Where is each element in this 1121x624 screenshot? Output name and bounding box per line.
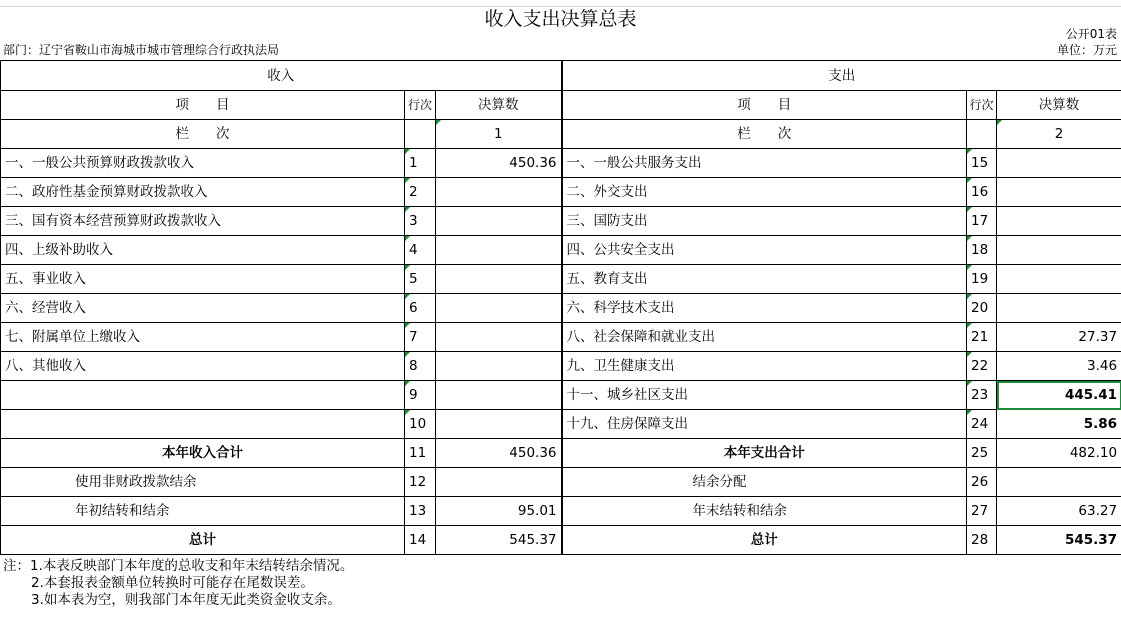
income-row-no-cell[interactable]: 12 — [405, 468, 436, 497]
year-income-total-label[interactable]: 本年收入合计 — [1, 439, 405, 468]
note-line: 注：1.本表反映部门本年度的总收支和年末结转结余情况。 — [3, 558, 354, 574]
income-item-cell[interactable] — [1, 381, 405, 410]
expense-amount-cell[interactable]: 27.37 — [997, 323, 1121, 352]
expense-amount-cell-selected[interactable]: 445.41 — [997, 381, 1121, 410]
ending-balance-value[interactable]: 63.27 — [997, 497, 1121, 526]
department-label: 部门：辽宁省鞍山市海城市城市管理综合行政执法局 — [3, 43, 280, 57]
income-row-no-cell[interactable]: 5 — [405, 265, 436, 294]
table-row — [1, 207, 1121, 236]
expense-row-no-header[interactable]: 行次 — [967, 91, 997, 120]
expense-header[interactable]: 支出 — [562, 61, 1121, 91]
header-row-section — [1, 61, 1121, 91]
expense-amount-cell[interactable]: 5.86 — [997, 410, 1121, 439]
income-column-index[interactable]: 1 — [436, 120, 562, 149]
income-item-cell[interactable]: 五、事业收入 — [1, 265, 405, 294]
table-row — [1, 265, 1121, 294]
table-row — [1, 410, 1121, 439]
income-row-no-cell[interactable]: 13 — [405, 497, 436, 526]
expense-row-no-cell[interactable]: 26 — [967, 468, 997, 497]
beginning-balance-label[interactable]: 年初结转和结余 — [1, 497, 405, 526]
year-expense-total-label[interactable]: 本年支出合计 — [562, 439, 967, 468]
sheet-top-strip — [0, 0, 1121, 7]
balance-row — [1, 468, 1121, 497]
income-amount-cell[interactable]: 450.36 — [436, 149, 562, 178]
expense-amount-cell[interactable] — [997, 265, 1121, 294]
expense-row-no-cell[interactable]: 15 — [967, 149, 997, 178]
page-title: 收入支出决算总表 — [484, 8, 637, 30]
expense-item-cell[interactable]: 四、公共安全支出 — [562, 236, 967, 265]
carryover-row — [1, 497, 1121, 526]
expense-item-cell[interactable]: 一、一般公共服务支出 — [562, 149, 967, 178]
expense-row-no-cell[interactable]: 18 — [967, 236, 997, 265]
year-total-row — [1, 439, 1121, 468]
unit-label: 单位：万元 — [1056, 43, 1117, 57]
income-row-no-cell[interactable]: 11 — [405, 439, 436, 468]
expense-item-cell[interactable]: 八、社会保障和就业支出 — [562, 323, 967, 352]
year-income-total-value[interactable]: 450.36 — [436, 439, 562, 468]
expense-amount-cell[interactable] — [997, 178, 1121, 207]
beginning-balance-value[interactable]: 95.01 — [436, 497, 562, 526]
year-expense-total-value[interactable]: 482.10 — [997, 439, 1121, 468]
income-grand-total-value[interactable]: 545.37 — [436, 526, 562, 555]
income-row-no-cell[interactable]: 6 — [405, 294, 436, 323]
note-line: 3.如本表为空，则我部门本年度无此类资金收支余。 — [31, 592, 341, 608]
column-index-row — [1, 120, 1121, 149]
expense-grand-total-value[interactable]: 545.37 — [997, 526, 1121, 555]
income-row-no-cell[interactable]: 2 — [405, 178, 436, 207]
expense-row-no-cell[interactable]: 28 — [967, 526, 997, 555]
expense-amount-cell[interactable] — [997, 236, 1121, 265]
expense-amount-cell[interactable] — [997, 149, 1121, 178]
income-expense-table — [0, 60, 1121, 555]
income-amount-cell[interactable] — [436, 381, 562, 410]
expense-column-no-cell[interactable] — [967, 120, 997, 149]
table-row — [1, 323, 1121, 352]
income-amount-cell[interactable] — [436, 410, 562, 439]
expense-row-no-cell[interactable]: 19 — [967, 265, 997, 294]
notes-block — [3, 558, 353, 609]
expense-item-cell[interactable]: 二、外交支出 — [562, 178, 967, 207]
income-amount-cell[interactable] — [436, 352, 562, 381]
expense-item-cell[interactable]: 九、卫生健康支出 — [562, 352, 967, 381]
form-code: 公开01表 — [1065, 27, 1117, 41]
expense-row-no-cell[interactable]: 22 — [967, 352, 997, 381]
income-item-cell[interactable]: 二、政府性基金预算财政拨款收入 — [1, 178, 405, 207]
expense-amount-cell[interactable]: 3.46 — [997, 352, 1121, 381]
header-row-columns — [1, 91, 1121, 120]
income-column-no-cell[interactable] — [405, 120, 436, 149]
expense-row-no-cell[interactable]: 27 — [967, 497, 997, 526]
income-row-no-cell[interactable]: 7 — [405, 323, 436, 352]
income-amount-header[interactable]: 决算数 — [436, 91, 562, 120]
expense-row-no-cell[interactable]: 24 — [967, 410, 997, 439]
income-item-cell[interactable]: 四、上级补助收入 — [1, 236, 405, 265]
note-line: 2.本套报表金额单位转换时可能存在尾数误差。 — [31, 575, 314, 591]
expense-row-no-cell[interactable]: 21 — [967, 323, 997, 352]
expense-column-label[interactable]: 栏 次 — [562, 120, 967, 149]
income-row-no-cell[interactable]: 9 — [405, 381, 436, 410]
income-amount-cell[interactable] — [436, 207, 562, 236]
expense-amount-header[interactable]: 决算数 — [997, 91, 1121, 120]
expense-amount-cell[interactable] — [997, 294, 1121, 323]
income-item-header[interactable]: 项 目 — [1, 91, 405, 120]
expense-item-cell[interactable]: 十一、城乡社区支出 — [562, 381, 967, 410]
income-amount-cell[interactable] — [436, 294, 562, 323]
income-row-no-cell[interactable]: 14 — [405, 526, 436, 555]
table-row — [1, 294, 1121, 323]
income-item-cell[interactable]: 一、一般公共预算财政拨款收入 — [1, 149, 405, 178]
income-amount-cell[interactable] — [436, 236, 562, 265]
expense-amount-cell[interactable] — [997, 207, 1121, 236]
income-row-no-cell[interactable]: 10 — [405, 410, 436, 439]
income-amount-cell[interactable] — [436, 323, 562, 352]
expense-row-no-cell[interactable]: 23 — [967, 381, 997, 410]
expense-row-no-cell[interactable]: 20 — [967, 294, 997, 323]
nonfiscal-balance-value[interactable] — [436, 468, 562, 497]
income-header[interactable]: 收入 — [1, 61, 562, 91]
table-row — [1, 352, 1121, 381]
income-column-label[interactable]: 栏 次 — [1, 120, 405, 149]
expense-column-index[interactable]: 2 — [997, 120, 1121, 149]
income-item-cell[interactable]: 七、附属单位上缴收入 — [1, 323, 405, 352]
table-row — [1, 178, 1121, 207]
table-row — [1, 236, 1121, 265]
expense-row-no-cell[interactable]: 17 — [967, 207, 997, 236]
expense-row-no-cell[interactable]: 16 — [967, 178, 997, 207]
expense-grand-total-label[interactable]: 总计 — [562, 526, 967, 555]
income-grand-total-label[interactable]: 总计 — [1, 526, 405, 555]
table-row — [1, 149, 1121, 178]
income-item-cell[interactable]: 三、国有资本经营预算财政拨款收入 — [1, 207, 405, 236]
expense-item-cell[interactable]: 三、国防支出 — [562, 207, 967, 236]
ending-balance-label[interactable]: 年末结转和结余 — [562, 497, 967, 526]
expense-item-cell[interactable]: 六、科学技术支出 — [562, 294, 967, 323]
income-row-no-cell[interactable]: 3 — [405, 207, 436, 236]
expense-item-cell[interactable]: 十九、住房保障支出 — [562, 410, 967, 439]
grand-total-row — [1, 526, 1121, 555]
distribution-value[interactable] — [997, 468, 1121, 497]
income-item-cell[interactable] — [1, 410, 405, 439]
income-row-no-cell[interactable]: 4 — [405, 236, 436, 265]
income-item-cell[interactable]: 八、其他收入 — [1, 352, 405, 381]
table-row — [1, 381, 1121, 410]
income-row-no-cell[interactable]: 1 — [405, 149, 436, 178]
income-amount-cell[interactable] — [436, 178, 562, 207]
income-item-cell[interactable]: 六、经营收入 — [1, 294, 405, 323]
expense-row-no-cell[interactable]: 25 — [967, 439, 997, 468]
expense-item-header[interactable]: 项 目 — [562, 91, 967, 120]
nonfiscal-balance-label[interactable]: 使用非财政拨款结余 — [1, 468, 405, 497]
distribution-label[interactable]: 结余分配 — [562, 468, 967, 497]
income-row-no-header[interactable]: 行次 — [405, 91, 436, 120]
income-row-no-cell[interactable]: 8 — [405, 352, 436, 381]
income-amount-cell[interactable] — [436, 265, 562, 294]
expense-item-cell[interactable]: 五、教育支出 — [562, 265, 967, 294]
